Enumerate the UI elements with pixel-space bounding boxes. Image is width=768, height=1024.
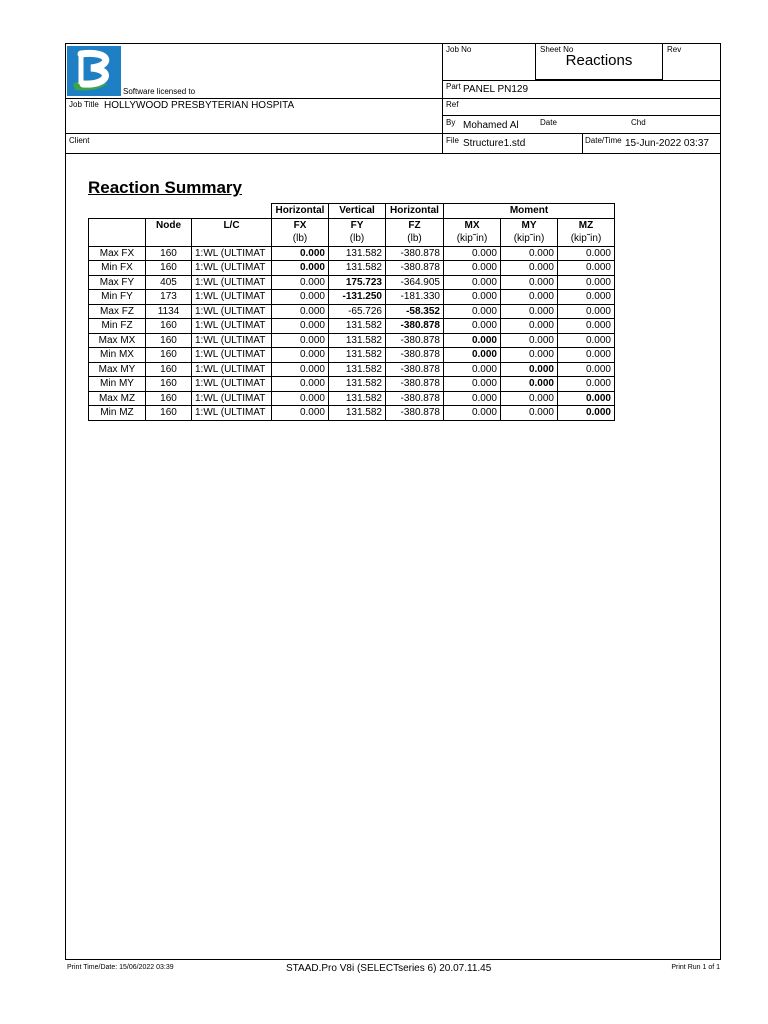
header-rule <box>65 98 721 99</box>
program-version: STAAD.Pro V8i (SELECTseries 6) 20.07.11.45 <box>286 963 492 974</box>
mz-cell: 0.000 <box>558 319 615 334</box>
column-header-mz: MZ <box>558 218 615 232</box>
column-header-fz: FZ <box>386 218 444 232</box>
header-rule <box>442 80 721 81</box>
my-cell: 0.000 <box>501 377 558 392</box>
mz-cell: 0.000 <box>558 290 615 305</box>
mz-cell: 0.000 <box>558 362 615 377</box>
fy-cell: 175.723 <box>329 275 386 290</box>
file-value: Structure1.std <box>463 138 526 149</box>
part-value: PANEL PN129 <box>463 84 529 95</box>
row-label: Min FZ <box>89 319 146 334</box>
unit-fy: (lb) <box>329 232 386 246</box>
header-divider <box>442 43 443 153</box>
header-rule <box>442 115 721 116</box>
node-cell: 160 <box>146 391 192 406</box>
load-case-cell: 1:WL (ULTIMAT <box>192 333 272 348</box>
table-row <box>89 362 615 377</box>
fx-cell: 0.000 <box>272 333 329 348</box>
my-cell: 0.000 <box>501 406 558 421</box>
my-cell: 0.000 <box>501 319 558 334</box>
mx-cell: 0.000 <box>444 290 501 305</box>
table-row <box>89 246 615 261</box>
node-cell: 160 <box>146 348 192 363</box>
part-label: Part <box>446 82 461 91</box>
mx-cell: 0.000 <box>444 391 501 406</box>
node-cell: 173 <box>146 290 192 305</box>
unit-row <box>89 232 615 246</box>
mz-cell: 0.000 <box>558 391 615 406</box>
bentley-logo-icon <box>67 46 121 96</box>
client-label: Client <box>69 136 90 145</box>
table-row <box>89 319 615 334</box>
my-cell: 0.000 <box>501 290 558 305</box>
table-row <box>89 406 615 421</box>
reaction-summary-table <box>88 203 615 421</box>
row-label: Max MZ <box>89 391 146 406</box>
mx-cell: 0.000 <box>444 406 501 421</box>
mz-cell: 0.000 <box>558 333 615 348</box>
unit-fx: (lb) <box>272 232 329 246</box>
mz-cell: 0.000 <box>558 406 615 421</box>
job-title-label: Job Title <box>69 100 99 109</box>
fx-cell: 0.000 <box>272 377 329 392</box>
fy-cell: -131.250 <box>329 290 386 305</box>
mx-cell: 0.000 <box>444 261 501 276</box>
node-cell: 160 <box>146 261 192 276</box>
ref-label: Ref <box>446 100 459 109</box>
group-header-row <box>89 204 615 219</box>
unit-my: (kip˜in) <box>501 232 558 246</box>
mx-cell: 0.000 <box>444 362 501 377</box>
mx-cell: 0.000 <box>444 304 501 319</box>
row-label: Min MZ <box>89 406 146 421</box>
fz-cell: -380.878 <box>386 319 444 334</box>
table-row <box>89 348 615 363</box>
fz-cell: -380.878 <box>386 377 444 392</box>
mz-cell: 0.000 <box>558 304 615 319</box>
software-licensed-label: Software licensed to <box>123 87 196 96</box>
unit-fz: (lb) <box>386 232 444 246</box>
header-divider <box>582 133 583 153</box>
row-label: Min FY <box>89 290 146 305</box>
load-case-cell: 1:WL (ULTIMAT <box>192 275 272 290</box>
by-value: Mohamed Al <box>463 120 519 131</box>
table-row <box>89 377 615 392</box>
fy-cell: -65.726 <box>329 304 386 319</box>
fy-cell: 131.582 <box>329 406 386 421</box>
my-cell: 0.000 <box>501 246 558 261</box>
my-cell: 0.000 <box>501 275 558 290</box>
group-header-horizontal: Horizontal <box>386 204 444 219</box>
header-rule <box>65 133 721 134</box>
node-cell: 160 <box>146 406 192 421</box>
load-case-cell: 1:WL (ULTIMAT <box>192 304 272 319</box>
fy-cell: 131.582 <box>329 319 386 334</box>
fx-cell: 0.000 <box>272 275 329 290</box>
blank-corner <box>146 204 192 219</box>
fz-cell: -380.878 <box>386 391 444 406</box>
load-case-cell: 1:WL (ULTIMAT <box>192 362 272 377</box>
fz-cell: -380.878 <box>386 406 444 421</box>
rev-label: Rev <box>667 45 682 54</box>
load-case-cell: 1:WL (ULTIMAT <box>192 261 272 276</box>
chd-label: Chd <box>631 118 646 127</box>
blank-corner <box>89 204 146 219</box>
fy-cell: 131.582 <box>329 333 386 348</box>
fz-cell: -380.878 <box>386 348 444 363</box>
column-header-lc: L/C <box>192 218 272 232</box>
row-label: Max FY <box>89 275 146 290</box>
row-label: Max MX <box>89 333 146 348</box>
load-case-cell: 1:WL (ULTIMAT <box>192 246 272 261</box>
table-row <box>89 261 615 276</box>
fz-cell: -380.878 <box>386 362 444 377</box>
node-cell: 160 <box>146 362 192 377</box>
group-header-moment: Moment <box>444 204 615 219</box>
fy-cell: 131.582 <box>329 261 386 276</box>
my-cell: 0.000 <box>501 333 558 348</box>
my-cell: 0.000 <box>501 391 558 406</box>
fz-cell: -380.878 <box>386 261 444 276</box>
my-cell: 0.000 <box>501 362 558 377</box>
column-header-fy: FY <box>329 218 386 232</box>
fy-cell: 131.582 <box>329 362 386 377</box>
row-label: Max FZ <box>89 304 146 319</box>
row-label: Min MY <box>89 377 146 392</box>
mz-cell: 0.000 <box>558 261 615 276</box>
unit-mz: (kip˜in) <box>558 232 615 246</box>
mx-cell: 0.000 <box>444 246 501 261</box>
table-row <box>89 290 615 305</box>
fy-cell: 131.582 <box>329 348 386 363</box>
print-time: Print Time/Date: 15/06/2022 03:39 <box>67 964 174 971</box>
load-case-cell: 1:WL (ULTIMAT <box>192 391 272 406</box>
by-label: By <box>446 118 456 127</box>
my-cell: 0.000 <box>501 304 558 319</box>
file-label: File <box>446 136 459 145</box>
mx-cell: 0.000 <box>444 319 501 334</box>
reaction-rows <box>89 246 615 420</box>
fz-cell: -181.330 <box>386 290 444 305</box>
node-cell: 160 <box>146 319 192 334</box>
mx-cell: 0.000 <box>444 333 501 348</box>
mz-cell: 0.000 <box>558 348 615 363</box>
fx-cell: 0.000 <box>272 290 329 305</box>
date-label: Date <box>540 118 557 127</box>
node-cell: 160 <box>146 333 192 348</box>
row-label: Min MX <box>89 348 146 363</box>
row-label: Min FX <box>89 261 146 276</box>
group-header-horizontal: Horizontal <box>272 204 329 219</box>
fx-cell: 0.000 <box>272 304 329 319</box>
mz-cell: 0.000 <box>558 275 615 290</box>
mz-cell: 0.000 <box>558 377 615 392</box>
load-case-cell: 1:WL (ULTIMAT <box>192 377 272 392</box>
table-row <box>89 275 615 290</box>
node-cell: 160 <box>146 246 192 261</box>
table-row <box>89 304 615 319</box>
reaction-summary-title: Reaction Summary <box>88 178 242 197</box>
load-case-cell: 1:WL (ULTIMAT <box>192 319 272 334</box>
blank-header <box>192 232 272 246</box>
load-case-cell: 1:WL (ULTIMAT <box>192 406 272 421</box>
fz-cell: -380.878 <box>386 333 444 348</box>
table-row <box>89 391 615 406</box>
fx-cell: 0.000 <box>272 319 329 334</box>
my-cell: 0.000 <box>501 261 558 276</box>
table-row <box>89 333 615 348</box>
fy-cell: 131.582 <box>329 391 386 406</box>
mx-cell: 0.000 <box>444 348 501 363</box>
fx-cell: 0.000 <box>272 246 329 261</box>
unit-mx: (kip˜in) <box>444 232 501 246</box>
fx-cell: 0.000 <box>272 261 329 276</box>
group-header-vertical: Vertical <box>329 204 386 219</box>
fx-cell: 0.000 <box>272 362 329 377</box>
fz-cell: -364.905 <box>386 275 444 290</box>
blank-header <box>89 218 146 232</box>
sheet-title: Reactions <box>565 52 633 69</box>
mz-cell: 0.000 <box>558 246 615 261</box>
column-header-node: Node <box>146 218 192 232</box>
fz-cell: -380.878 <box>386 246 444 261</box>
my-cell: 0.000 <box>501 348 558 363</box>
load-case-cell: 1:WL (ULTIMAT <box>192 290 272 305</box>
column-header-row <box>89 218 615 232</box>
blank-header <box>146 232 192 246</box>
fz-cell: -58.352 <box>386 304 444 319</box>
node-cell: 1134 <box>146 304 192 319</box>
row-label: Max FX <box>89 246 146 261</box>
node-cell: 405 <box>146 275 192 290</box>
mx-cell: 0.000 <box>444 275 501 290</box>
load-case-cell: 1:WL (ULTIMAT <box>192 348 272 363</box>
header-rule <box>65 153 721 154</box>
job-no-label: Job No <box>446 45 472 54</box>
fx-cell: 0.000 <box>272 391 329 406</box>
print-run: Print Run 1 of 1 <box>671 964 720 971</box>
node-cell: 160 <box>146 377 192 392</box>
fy-cell: 131.582 <box>329 246 386 261</box>
column-header-fx: FX <box>272 218 329 232</box>
job-title-value: HOLLYWOOD PRESBYTERIAN HOSPITA <box>104 100 295 111</box>
sheet-no-label: Sheet No <box>540 45 574 54</box>
column-header-my: MY <box>501 218 558 232</box>
datetime-label: Date/Time <box>585 136 622 145</box>
column-header-mx: MX <box>444 218 501 232</box>
blank-header <box>89 232 146 246</box>
mx-cell: 0.000 <box>444 377 501 392</box>
fx-cell: 0.000 <box>272 348 329 363</box>
fx-cell: 0.000 <box>272 406 329 421</box>
datetime-value: 15-Jun-2022 03:37 <box>625 138 709 149</box>
fy-cell: 131.582 <box>329 377 386 392</box>
row-label: Max MY <box>89 362 146 377</box>
blank-corner <box>192 204 272 219</box>
